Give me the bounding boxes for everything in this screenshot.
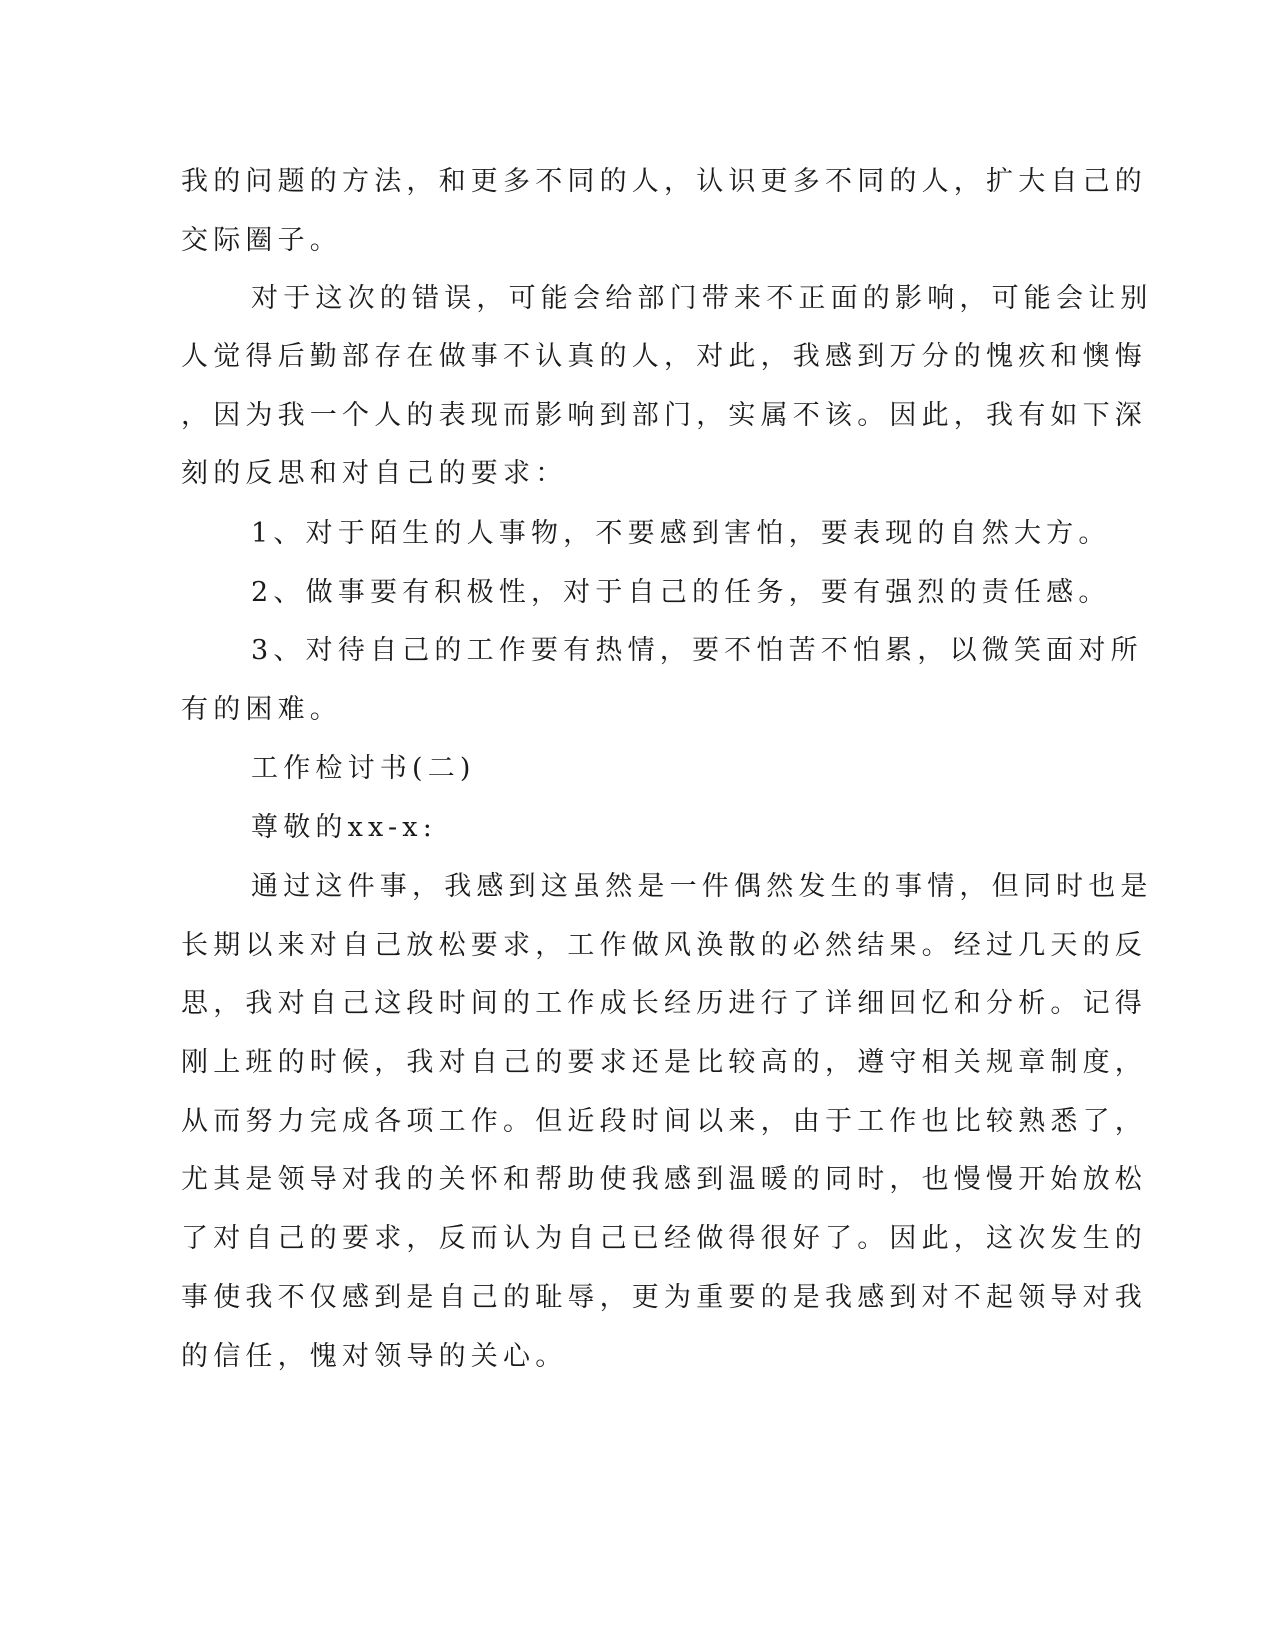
- text-line: 思，我对自己这段时间的工作成长经历进行了详细回忆和分析。记得: [181, 988, 1147, 1019]
- list-item: 3、对待自己的工作要有热情，要不怕苦不怕累，以微笑面对所: [251, 635, 1143, 666]
- text-line: 刚上班的时候，我对自己的要求还是比较高的，遵守相关规章制度，: [181, 1047, 1147, 1078]
- list-item: 1、对于陌生的人事物，不要感到害怕，要表现的自然大方。: [251, 518, 1111, 549]
- text-line: 有的困难。: [181, 694, 342, 725]
- text-line: 人觉得后勤部存在做事不认真的人，对此，我感到万分的愧疚和懊悔: [181, 341, 1147, 372]
- list-item: 2、做事要有积极性，对于自己的任务，要有强烈的责任感。: [251, 577, 1111, 608]
- text-line: 我的问题的方法，和更多不同的人，认识更多不同的人，扩大自己的: [181, 166, 1147, 197]
- text-line: 尤其是领导对我的关怀和帮助使我感到温暖的同时，也慢慢开始放松: [181, 1164, 1147, 1195]
- text-line: 刻的反思和对自己的要求：: [181, 458, 568, 489]
- salutation: 尊敬的xx-x:: [251, 812, 438, 843]
- paragraph-first-line: 对于这次的错误，可能会给部门带来不正面的影响，可能会让别: [251, 283, 1153, 314]
- paragraph-first-line: 通过这件事，我感到这虽然是一件偶然发生的事情，但同时也是: [251, 871, 1153, 902]
- text-line: 事使我不仅感到是自己的耻辱，更为重要的是我感到对不起领导对我: [181, 1282, 1147, 1313]
- text-line: 了对自己的要求，反而认为自己已经做得很好了。因此，这次发生的: [181, 1223, 1147, 1254]
- section-title: 工作检讨书(二): [251, 753, 476, 784]
- text-line: 的信任，愧对领导的关心。: [181, 1341, 568, 1372]
- text-line: ，因为我一个人的表现而影响到部门，实属不该。因此，我有如下深: [181, 400, 1147, 431]
- text-line: 从而努力完成各项工作。但近段时间以来，由于工作也比较熟悉了，: [181, 1106, 1147, 1137]
- text-line: 交际圈子。: [181, 225, 342, 256]
- text-line: 长期以来对自己放松要求，工作做风涣散的必然结果。经过几天的反: [181, 930, 1147, 961]
